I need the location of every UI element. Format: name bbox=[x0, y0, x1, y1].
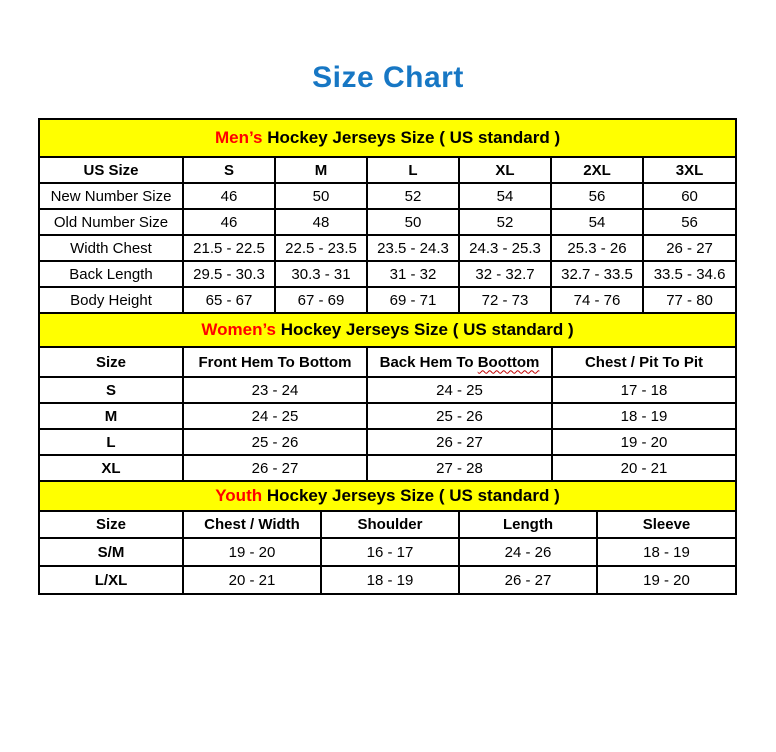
table-cell: 26 - 27 bbox=[459, 566, 597, 594]
table-cell: 32 - 32.7 bbox=[459, 261, 551, 287]
column-header: S bbox=[183, 157, 275, 183]
table-cell: 52 bbox=[459, 209, 551, 235]
table-cell: 26 - 27 bbox=[367, 429, 552, 455]
youth-header-row bbox=[39, 511, 736, 538]
table-cell: 33.5 - 34.6 bbox=[643, 261, 736, 287]
table-cell: 17 - 18 bbox=[552, 377, 736, 403]
table-row bbox=[39, 538, 736, 566]
table-cell: 29.5 - 30.3 bbox=[183, 261, 275, 287]
table-cell: 32.7 - 33.5 bbox=[551, 261, 643, 287]
womens-section-banner bbox=[39, 313, 736, 347]
mens-banner-row bbox=[39, 119, 736, 157]
column-header: Length bbox=[459, 511, 597, 538]
table-cell: 22.5 - 23.5 bbox=[275, 235, 367, 261]
table-cell: 69 - 71 bbox=[367, 287, 459, 313]
row-label: M bbox=[39, 403, 183, 429]
table-cell: 52 bbox=[367, 183, 459, 209]
youth-section-banner bbox=[39, 481, 736, 511]
table-cell: 24 - 26 bbox=[459, 538, 597, 566]
column-header: 3XL bbox=[643, 157, 736, 183]
row-label: XL bbox=[39, 455, 183, 481]
table-cell: 20 - 21 bbox=[552, 455, 736, 481]
table-cell: 50 bbox=[367, 209, 459, 235]
table-row bbox=[39, 566, 736, 594]
table-cell: 18 - 19 bbox=[597, 538, 736, 566]
row-label: S/M bbox=[39, 538, 183, 566]
table-cell: 65 - 67 bbox=[183, 287, 275, 313]
table-row bbox=[39, 429, 736, 455]
table-cell: 24 - 25 bbox=[367, 377, 552, 403]
table-cell: 23.5 - 24.3 bbox=[367, 235, 459, 261]
table-cell: 16 - 17 bbox=[321, 538, 459, 566]
column-header: Shoulder bbox=[321, 511, 459, 538]
page-title: Size Chart bbox=[312, 61, 464, 94]
womens-header-row bbox=[39, 347, 736, 377]
table-cell: 19 - 20 bbox=[597, 566, 736, 594]
column-header: 2XL bbox=[551, 157, 643, 183]
table-cell: 18 - 19 bbox=[321, 566, 459, 594]
row-label: L bbox=[39, 429, 183, 455]
table-cell: 54 bbox=[551, 209, 643, 235]
table-cell: 46 bbox=[183, 183, 275, 209]
youth-size-table bbox=[38, 480, 737, 595]
row-label: L/XL bbox=[39, 566, 183, 594]
table-row bbox=[39, 377, 736, 403]
column-header: Sleeve bbox=[597, 511, 736, 538]
mens-banner-rest: Hockey Jerseys Size ( US standard ) bbox=[262, 128, 561, 147]
youth-banner-highlight: Youth bbox=[215, 486, 263, 505]
row-label: Old Number Size bbox=[39, 209, 183, 235]
mens-size-table bbox=[38, 118, 737, 314]
table-row bbox=[39, 183, 736, 209]
row-label: Body Height bbox=[39, 287, 183, 313]
table-row bbox=[39, 209, 736, 235]
table-cell: 60 bbox=[643, 183, 736, 209]
table-cell: 31 - 32 bbox=[367, 261, 459, 287]
table-cell: 25.3 - 26 bbox=[551, 235, 643, 261]
table-cell: 24.3 - 25.3 bbox=[459, 235, 551, 261]
column-header-back-hem bbox=[367, 347, 552, 377]
table-cell: 46 bbox=[183, 209, 275, 235]
mens-section-banner bbox=[39, 119, 736, 157]
column-header: Chest / Pit To Pit bbox=[552, 347, 736, 377]
table-row bbox=[39, 455, 736, 481]
row-label: Back Length bbox=[39, 261, 183, 287]
table-cell: 19 - 20 bbox=[183, 538, 321, 566]
column-header: US Size bbox=[39, 157, 183, 183]
table-cell: 56 bbox=[643, 209, 736, 235]
column-header: L bbox=[367, 157, 459, 183]
womens-banner-rest: Hockey Jerseys Size ( US standard ) bbox=[276, 320, 574, 339]
column-header: XL bbox=[459, 157, 551, 183]
table-cell: 25 - 26 bbox=[367, 403, 552, 429]
table-cell: 25 - 26 bbox=[183, 429, 367, 455]
table-cell: 21.5 - 22.5 bbox=[183, 235, 275, 261]
row-label: Width Chest bbox=[39, 235, 183, 261]
row-label: New Number Size bbox=[39, 183, 183, 209]
mens-header-row bbox=[39, 157, 736, 183]
womens-banner-highlight: Women’s bbox=[201, 320, 276, 339]
table-cell: 26 - 27 bbox=[183, 455, 367, 481]
table-row bbox=[39, 261, 736, 287]
column-header: Front Hem To Bottom bbox=[183, 347, 367, 377]
column-header: Chest / Width bbox=[183, 511, 321, 538]
back-hem-misspelled-word: Boottom bbox=[477, 353, 540, 371]
table-cell: 27 - 28 bbox=[367, 455, 552, 481]
mens-banner-highlight: Men’s bbox=[214, 128, 263, 147]
table-cell: 67 - 69 bbox=[275, 287, 367, 313]
size-chart-page bbox=[0, 60, 776, 595]
table-cell: 26 - 27 bbox=[643, 235, 736, 261]
table-cell: 54 bbox=[459, 183, 551, 209]
womens-size-table bbox=[38, 312, 737, 482]
table-cell: 23 - 24 bbox=[183, 377, 367, 403]
table-cell: 50 bbox=[275, 183, 367, 209]
back-hem-prefix: Back Hem To bbox=[379, 353, 478, 371]
table-cell: 18 - 19 bbox=[552, 403, 736, 429]
column-header: M bbox=[275, 157, 367, 183]
table-cell: 20 - 21 bbox=[183, 566, 321, 594]
table-cell: 77 - 80 bbox=[643, 287, 736, 313]
table-cell: 74 - 76 bbox=[551, 287, 643, 313]
youth-banner-row bbox=[39, 481, 736, 511]
womens-banner-row bbox=[39, 313, 736, 347]
table-cell: 72 - 73 bbox=[459, 287, 551, 313]
table-cell: 56 bbox=[551, 183, 643, 209]
table-cell: 19 - 20 bbox=[552, 429, 736, 455]
table-row bbox=[39, 403, 736, 429]
row-label: S bbox=[39, 377, 183, 403]
column-header: Size bbox=[39, 347, 183, 377]
youth-banner-rest: Hockey Jerseys Size ( US standard ) bbox=[262, 486, 560, 505]
column-header: Size bbox=[39, 511, 183, 538]
table-cell: 24 - 25 bbox=[183, 403, 367, 429]
table-cell: 48 bbox=[275, 209, 367, 235]
table-row bbox=[39, 287, 736, 313]
table-cell: 30.3 - 31 bbox=[275, 261, 367, 287]
table-row bbox=[39, 235, 736, 261]
